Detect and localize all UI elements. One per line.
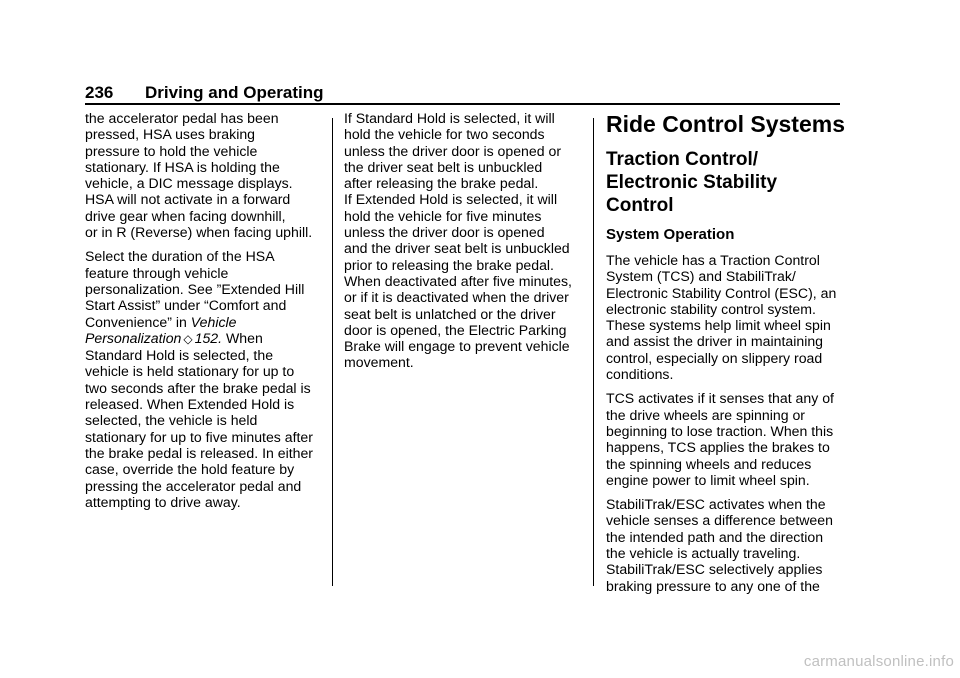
paragraph-tcs: TCS activates if it senses that any of the drive wheels are spinning or beginning to lose traction. When this happens, TCS applies the brakes to the spinning wheels and reduces engine power to limit wheel spin.	[606, 390, 834, 488]
text-line: door is opened, the Electric Parking	[344, 321, 567, 338]
column-divider	[593, 118, 594, 586]
text-line: unless the driver door is opened	[344, 224, 545, 241]
text-line: pressure to hold the vehicle	[85, 142, 258, 159]
watermark: carmanualsonline.info	[803, 653, 954, 670]
page-number: 236	[85, 83, 114, 102]
column-divider	[332, 118, 333, 586]
paragraph-system-overview: The vehicle has a Traction Control System (TCS) and StabiliTrak/ Electronic Stability Control (ESC), an electronic stability control system. These systems help limit wheel spin and assist the driver in maintaining control, especially on slippery road conditions.	[606, 252, 837, 383]
text-line: pressed, HSA uses braking	[85, 126, 255, 143]
text-line: and the driver seat belt is unbuckled	[344, 240, 570, 257]
text-line: stationary. If HSA is holding the	[85, 158, 280, 175]
subsection-heading: System Operation	[606, 226, 735, 243]
text-line: If Extended Hold is selected, it will	[344, 191, 558, 208]
cross-reference-page[interactable]: 152	[194, 329, 219, 346]
text-line: seat belt is unlatched or the driver	[344, 305, 556, 322]
text-line: When deactivated after five minutes,	[344, 272, 572, 289]
page-header	[85, 82, 840, 104]
text-line: drive gear when facing downhill,	[85, 207, 286, 224]
text-line: the driver seat belt is unbuckled	[344, 158, 543, 175]
section-title: Driving and Operating	[145, 83, 324, 102]
text-line: the accelerator pedal has been	[85, 110, 279, 126]
paragraph-stabilitrak: StabiliTrak/ESC activates when the vehicle senses a difference between the intended path and the direction the vehicle is actually traveling. StabiliTrak/ESC selectively applies braking pressure to any one of the	[606, 496, 833, 594]
column-3	[606, 110, 845, 602]
text-line: or if it is deactivated when the driver	[344, 289, 569, 306]
text-line: HSA will not activate in a forward	[85, 191, 291, 208]
text-line: or in R (Reverse) when facing uphill.	[85, 224, 313, 241]
text-line: If Standard Hold is selected, it will	[344, 110, 555, 126]
paragraph-hsa-intro	[85, 110, 320, 240]
text-line: vehicle, a DIC message displays.	[85, 175, 293, 192]
text-line: unless the driver door is opened or	[344, 142, 562, 159]
section-heading: Traction Control/ Electronic Stability Control	[606, 149, 778, 216]
cross-reference-link[interactable]: Vehicle Personalization	[85, 313, 237, 346]
paragraph-hsa-duration: Select the duration of the HSA feature through vehicle personalization. See ”Extended Hill Start Assist” under “Comfort and Convenience” in Vehicle Personalization ◇ 152. When Standard Hold is selected, the vehicle is held stationary for up to two seconds after the brake pedal is released. When Extended Hold is selected, the vehicle is held stationary for up to five minutes after the brake pedal is released. In either case, override the hold feature by pressing the accelerator pedal and attempting to drive away.	[85, 248, 313, 510]
column-2	[344, 110, 584, 371]
text-line: movement.	[344, 354, 414, 371]
text-line: Brake will engage to prevent vehicle	[344, 338, 570, 355]
page-reference-icon: ◇	[183, 331, 193, 346]
text-line: after releasing the brake pedal.	[344, 175, 539, 192]
paragraph-hold-behavior	[344, 110, 584, 371]
chapter-heading: Ride Control Systems	[606, 111, 845, 137]
header-rule	[85, 103, 840, 105]
text-line: prior to releasing the brake pedal.	[344, 256, 554, 273]
text-line: hold the vehicle for two seconds	[344, 126, 545, 143]
column-1	[85, 110, 320, 518]
text-line: hold the vehicle for five minutes	[344, 207, 542, 224]
